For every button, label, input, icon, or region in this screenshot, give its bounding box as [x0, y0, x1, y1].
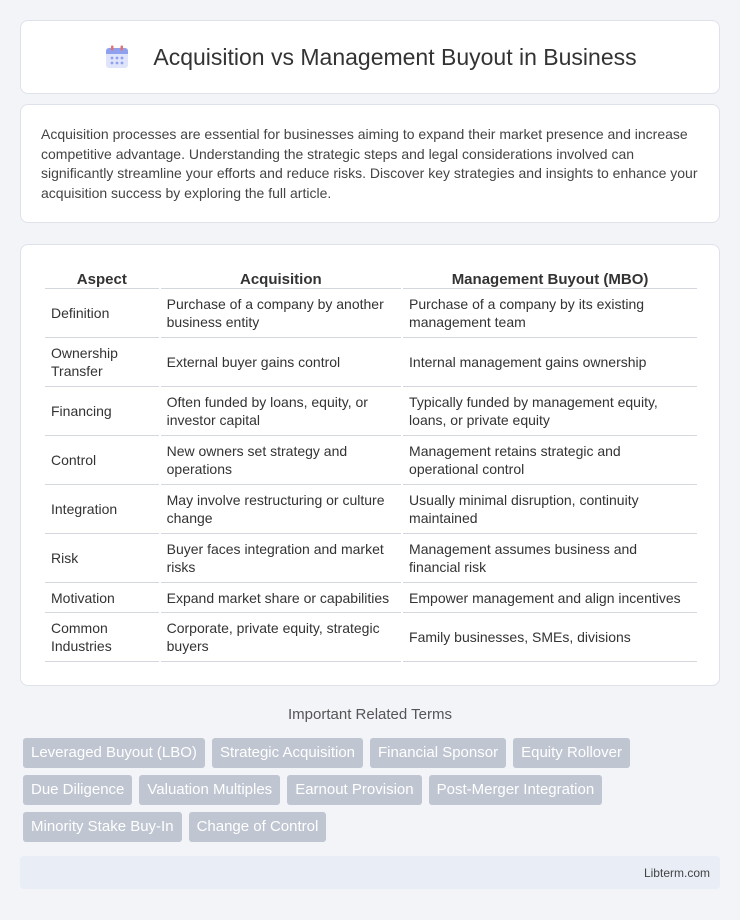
table-row — [45, 289, 697, 338]
column-header-acquisition: Acquisition — [161, 265, 401, 289]
related-term-tag[interactable]: Change of Control — [189, 812, 327, 842]
related-term-tag[interactable]: Valuation Multiples — [139, 775, 280, 805]
table-cell: Risk — [45, 534, 159, 583]
footer — [20, 856, 720, 889]
table-header-row — [45, 265, 697, 289]
table-cell: Empower management and align incentives — [403, 583, 697, 613]
related-term-tag[interactable]: Leveraged Buyout (LBO) — [23, 738, 205, 768]
comparison-table-card — [20, 244, 720, 686]
table-cell: Buyer faces integration and market risks — [161, 534, 401, 583]
table-cell: Typically funded by management equity, loans, or private equity — [403, 387, 697, 436]
table-cell: External buyer gains control — [161, 338, 401, 387]
related-term-tag[interactable]: Post-Merger Integration — [429, 775, 603, 805]
table-cell: Purchase of a company by another business entity — [161, 289, 401, 338]
header-card — [20, 20, 720, 94]
column-header-aspect: Aspect — [45, 265, 159, 289]
table-row — [45, 613, 697, 662]
table-cell: Management assumes business and financial risk — [403, 534, 697, 583]
table-cell: Purchase of a company by its existing management team — [403, 289, 697, 338]
comparison-table — [43, 265, 699, 662]
table-cell: Expand market share or capabilities — [161, 583, 401, 613]
table-row — [45, 583, 697, 613]
table-cell: May involve restructuring or culture change — [161, 485, 401, 534]
related-term-tag[interactable]: Minority Stake Buy-In — [23, 812, 182, 842]
related-terms-list — [23, 738, 723, 842]
table-row — [45, 534, 697, 583]
table-cell: Common Industries — [45, 613, 159, 662]
page-title: Acquisition vs Management Buyout in Business — [153, 43, 637, 70]
calendar-icon — [103, 43, 131, 71]
table-cell: Control — [45, 436, 159, 485]
related-term-tag[interactable]: Due Diligence — [23, 775, 132, 805]
intro-text: Acquisition processes are essential for businesses aiming to expand their market presence and increase competitive advantage. Understanding the strategic steps and legal considerations involved can significantly streamline your efforts and reduce risks. Discover key strategies and insights to enhance your acquisition success by exploring the full article. — [41, 126, 698, 201]
table-cell: New owners set strategy and operations — [161, 436, 401, 485]
table-row — [45, 338, 697, 387]
related-term-tag[interactable]: Earnout Provision — [287, 775, 421, 805]
table-cell: Corporate, private equity, strategic buyers — [161, 613, 401, 662]
table-cell: Integration — [45, 485, 159, 534]
related-terms-title: Important Related Terms — [288, 706, 452, 723]
table-cell: Often funded by loans, equity, or investor capital — [161, 387, 401, 436]
table-row — [45, 485, 697, 534]
table-cell: Motivation — [45, 583, 159, 613]
table-cell: Definition — [45, 289, 159, 338]
column-header-mbo: Management Buyout (MBO) — [403, 265, 697, 289]
table-row — [45, 387, 697, 436]
related-term-tag[interactable]: Strategic Acquisition — [212, 738, 363, 768]
related-term-tag[interactable]: Equity Rollover — [513, 738, 630, 768]
table-row — [45, 436, 697, 485]
table-cell: Management retains strategic and operational control — [403, 436, 697, 485]
table-cell: Ownership Transfer — [45, 338, 159, 387]
table-cell: Usually minimal disruption, continuity maintained — [403, 485, 697, 534]
footer-site-link[interactable]: Libterm.com — [643, 865, 710, 880]
intro-card — [20, 104, 720, 223]
table-cell: Financing — [45, 387, 159, 436]
table-cell: Family businesses, SMEs, divisions — [403, 613, 697, 662]
table-cell: Internal management gains ownership — [403, 338, 697, 387]
related-term-tag[interactable]: Financial Sponsor — [370, 738, 506, 768]
